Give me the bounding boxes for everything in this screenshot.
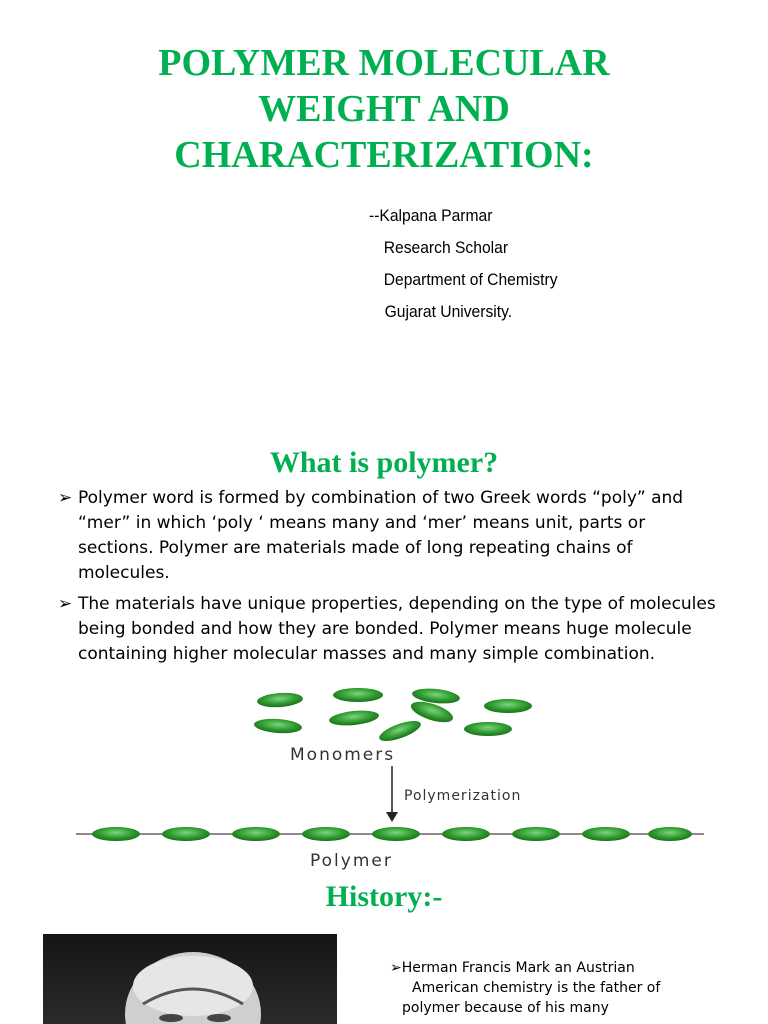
author-block [369,200,558,328]
monomers-label: Monomers [290,745,396,765]
arrow-bullet-icon: ➢ [58,488,73,508]
polymer-beads [92,827,692,841]
history-line-2: American chemistry is the father of [412,980,661,996]
slide-title [0,40,768,178]
polymerization-diagram [70,684,710,870]
monomer-beads [254,687,532,746]
history-line-3: polymer because of his many [402,1000,609,1016]
bullet-item [58,486,718,586]
polymerization-label: Polymerization [404,788,522,804]
section-heading-history: History:- [325,880,443,913]
author-role: Research Scholar [383,238,509,257]
author-name: --Kalpana Parmar [369,206,493,225]
down-arrow-icon [386,812,398,822]
title-line-1: POLYMER MOLECULAR [158,42,610,84]
bullet-text: The materials have unique properties, depending on the type of molecules being bonded and how they are bonded. Polymer means huge molecule containing higher molecular masses and many simple combination. [78,594,716,664]
history-line-1: ➢Herman Francis Mark an Austrian [390,960,635,976]
section-heading-what-is-polymer: What is polymer? [269,446,499,479]
title-line-3: CHARACTERIZATION: [174,134,594,176]
title-line-2: WEIGHT AND [258,88,510,130]
bullet-list [58,486,718,673]
author-university: Gujarat University. [384,302,513,321]
arrow-bullet-icon: ➢ [58,594,73,614]
history-text [390,958,730,1018]
polymer-label: Polymer [310,851,393,870]
bullet-item [58,592,718,667]
author-department: Department of Chemistry [383,270,558,289]
bullet-text: Polymer word is formed by combination of two Greek words “poly” and “mer” in which ‘poly ‘ means many and ‘mer’ means unit, parts or sections. Polymer are materials made of long repeating chains of molecules. [78,488,684,583]
portrait-photo [43,934,337,1024]
